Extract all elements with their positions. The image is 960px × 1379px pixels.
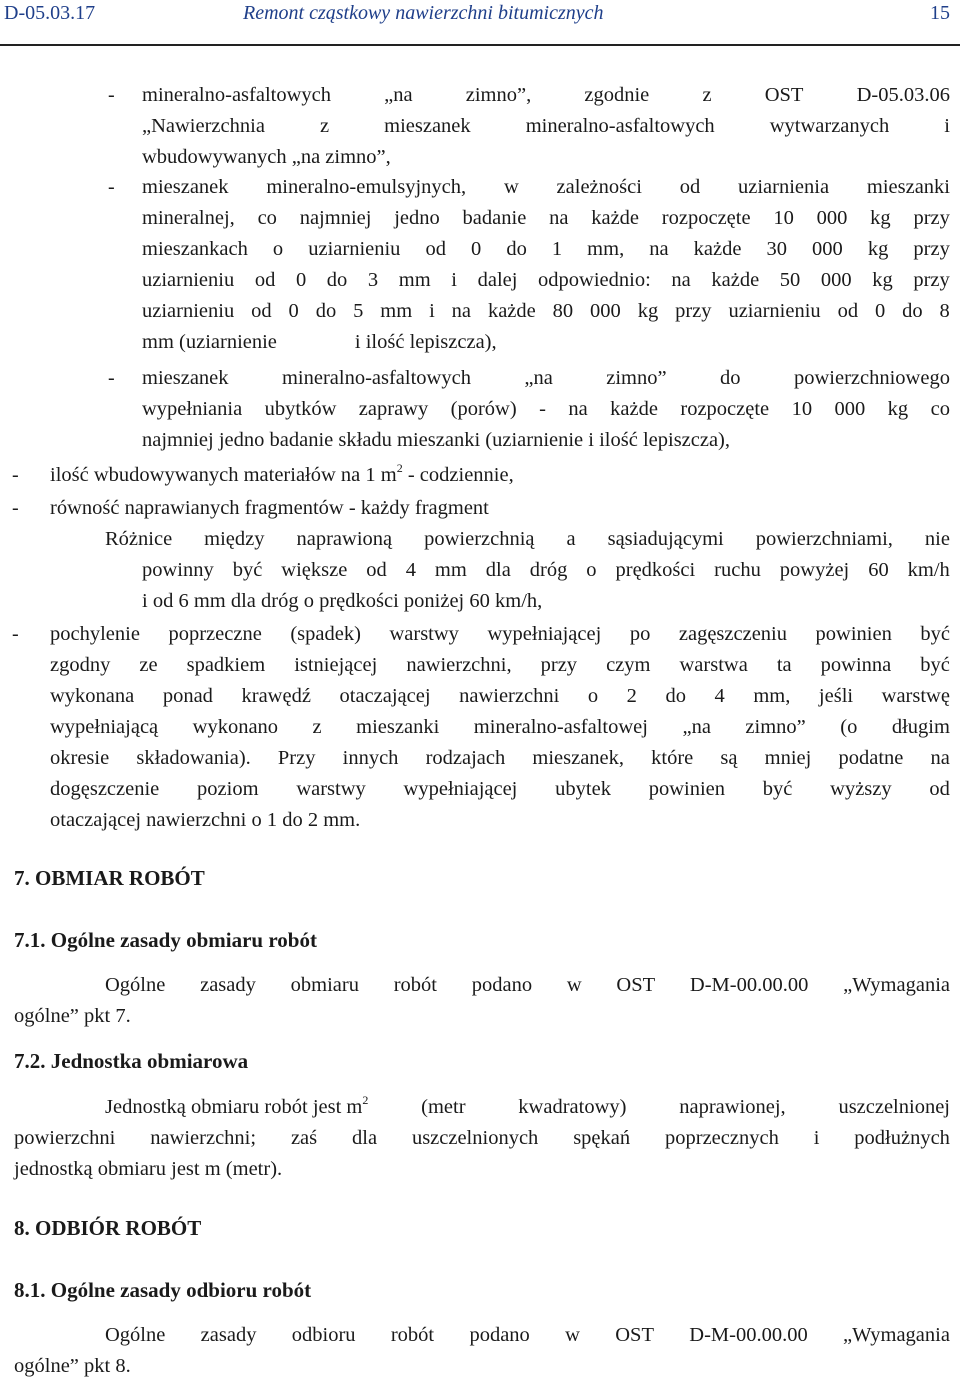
word: pochylenie xyxy=(50,623,140,645)
word: 30 xyxy=(766,238,787,260)
word: z xyxy=(319,115,330,137)
word: D-M-00.00.00 xyxy=(689,974,809,996)
list-item-line: wbudowywanych „na zimno”, xyxy=(142,146,391,168)
word: okresie xyxy=(50,747,110,769)
word: ponad xyxy=(162,685,213,707)
word: ze xyxy=(139,654,158,676)
word: i xyxy=(813,1127,820,1149)
word: „Nawierzchnia xyxy=(142,115,265,137)
word: dla xyxy=(352,1127,378,1149)
word: przy xyxy=(913,207,950,229)
word: zimno” xyxy=(745,716,806,738)
word: zaś xyxy=(290,1127,318,1149)
list-item-line xyxy=(50,463,514,487)
word: powyżej xyxy=(779,559,850,581)
word: po xyxy=(629,623,651,645)
word: kwadratowy) xyxy=(518,1096,627,1118)
text-fragment: i ilość lepiszcza), xyxy=(354,331,497,353)
word: ta xyxy=(776,654,792,676)
word: nawierzchni, xyxy=(406,654,512,676)
word: 1 xyxy=(551,238,563,260)
word: wytwarzanych xyxy=(769,115,890,137)
word: mineralno-emulsyjnych, xyxy=(266,176,467,198)
word: mieszanki xyxy=(866,176,950,198)
word: mieszanek, xyxy=(532,747,625,769)
word: mm xyxy=(380,300,413,322)
word: są xyxy=(720,747,738,769)
list-item-line xyxy=(142,366,950,390)
text-fragment: ilość wbudowywanych materiałów na 1 m xyxy=(50,464,397,486)
word: kg xyxy=(637,300,659,322)
word: uziarnieniu xyxy=(142,300,235,322)
list-dash: - xyxy=(108,84,115,106)
word: powierzchnią xyxy=(424,528,535,550)
word: uszczelnionych xyxy=(411,1127,539,1149)
word: Ogólne xyxy=(105,1324,166,1346)
word: mineralno-asfaltowych xyxy=(525,115,715,137)
word: poprzecznych xyxy=(665,1127,779,1149)
word: wypełniania xyxy=(142,398,243,420)
page-number: 15 xyxy=(930,2,950,24)
word: (spadek) xyxy=(290,623,361,645)
list-item-line: otaczającej nawierzchni o 1 do 2 mm. xyxy=(50,809,361,831)
word: 0 xyxy=(874,300,886,322)
word: poprzeczne xyxy=(168,623,262,645)
word: na xyxy=(451,300,472,322)
word: czym xyxy=(606,654,651,676)
list-item-line xyxy=(50,746,950,770)
word: 80 xyxy=(552,300,574,322)
word: od xyxy=(929,778,950,800)
word: „Wymagania xyxy=(843,1324,950,1346)
word: D-M-00.00.00 xyxy=(689,1324,808,1346)
word: mieszanek xyxy=(384,115,471,137)
word: mieszanek xyxy=(142,176,229,198)
word: powierzchniowego xyxy=(793,367,950,389)
word: naprawionej, xyxy=(679,1096,786,1118)
word: każde xyxy=(487,300,536,322)
word: „na xyxy=(682,716,711,738)
word: być xyxy=(232,559,263,581)
word: mineralno-asfaltowych xyxy=(281,367,471,389)
word: powinien xyxy=(815,623,892,645)
word: od xyxy=(254,269,276,291)
word: wyższy xyxy=(830,778,892,800)
list-item-line: równość naprawianych fragmentów - każdy fragment xyxy=(50,497,489,519)
word: obmiaru xyxy=(290,974,359,996)
word: być xyxy=(920,654,950,676)
word: dla xyxy=(485,559,511,581)
word: kg xyxy=(870,207,891,229)
word: Różnice xyxy=(105,528,173,550)
word: ubytek xyxy=(555,778,611,800)
word: przy xyxy=(675,300,712,322)
paragraph-line xyxy=(14,1126,950,1150)
word: 000 xyxy=(834,398,866,420)
word: 2 xyxy=(626,685,637,707)
word: mineralno-asfaltowych xyxy=(142,84,331,106)
document-title: Remont cząstkowy nawierzchni bitumicznych xyxy=(243,2,604,24)
word: 8 xyxy=(939,300,950,322)
word: robót xyxy=(393,974,437,996)
word: 60 xyxy=(868,559,889,581)
text-fragment: Jednostką obmiaru robót jest m xyxy=(105,1096,363,1118)
word: 0 xyxy=(295,269,307,291)
text-fragment: mm (uziarnienie xyxy=(142,331,277,353)
word: 0 xyxy=(288,300,299,322)
word: nawierzchni xyxy=(459,685,560,707)
word: dogęszczenie xyxy=(50,778,160,800)
word: sąsiadującymi xyxy=(607,528,724,550)
word: najmniej xyxy=(299,207,372,229)
subsection-heading: 7.1. Ogólne zasady obmiaru robót xyxy=(14,928,317,952)
word: do xyxy=(506,238,527,260)
list-item-line: najmniej jedno badanie składu mieszanki (uziarnienie i ilość lepiszcza), xyxy=(142,429,731,451)
word: kg xyxy=(867,238,889,260)
word: warstwy xyxy=(389,623,459,645)
word: podatne xyxy=(838,747,904,769)
word: do xyxy=(665,685,686,707)
word: na xyxy=(671,269,691,291)
word: zasady xyxy=(200,1324,257,1346)
word: km/h xyxy=(907,559,950,581)
word: składowania). xyxy=(136,747,251,769)
word: nie xyxy=(924,528,950,550)
word: - xyxy=(539,398,546,420)
word: (o xyxy=(840,716,858,738)
word: Przy xyxy=(277,747,316,769)
word: istniejącej xyxy=(294,654,378,676)
paragraph-line: ogólne” pkt 8. xyxy=(14,1355,131,1377)
word: OST xyxy=(616,974,656,996)
list-item-line xyxy=(105,527,950,551)
word: każde xyxy=(711,269,760,291)
word: od xyxy=(366,559,387,581)
word: jedno xyxy=(394,207,440,229)
word: warstwę xyxy=(881,685,950,707)
word: co xyxy=(257,207,277,229)
word: długim xyxy=(891,716,950,738)
word: innych xyxy=(342,747,399,769)
word: jeśli xyxy=(818,685,854,707)
word: nawierzchni; xyxy=(150,1127,257,1149)
paragraph-line xyxy=(105,1323,950,1347)
word: mieszankach xyxy=(142,238,248,260)
word: zagęszczeniu xyxy=(678,623,787,645)
superscript: 2 xyxy=(362,1093,369,1107)
list-item-line xyxy=(50,622,950,646)
word: na xyxy=(568,398,588,420)
paragraph-line xyxy=(105,973,950,997)
word: rozpoczęte xyxy=(680,398,770,420)
list-dash: - xyxy=(108,367,115,389)
word: wypełniającej xyxy=(487,623,602,645)
word: spękań xyxy=(573,1127,631,1149)
word: podano xyxy=(469,1324,530,1346)
subsection-heading: 7.2. Jednostka obmiarowa xyxy=(14,1049,249,1073)
word: powierzchniami, xyxy=(755,528,893,550)
word: rozpoczęte xyxy=(661,207,751,229)
word: z xyxy=(702,84,712,106)
list-item-line xyxy=(142,83,950,107)
list-item-line: i od 6 mm dla dróg o prędkości poniżej 60 km/h, xyxy=(142,590,543,612)
word: być xyxy=(762,778,793,800)
word: 0 xyxy=(471,238,482,260)
word: między xyxy=(204,528,265,550)
word: krawędź xyxy=(241,685,311,707)
word: być xyxy=(920,623,950,645)
word: 000 xyxy=(816,207,848,229)
word: o xyxy=(587,685,599,707)
word: rodzajach xyxy=(425,747,506,769)
word: przy xyxy=(913,238,950,260)
word: 5 xyxy=(353,300,364,322)
word: 10 xyxy=(773,207,794,229)
word: zasady xyxy=(200,974,256,996)
word: podłużnych xyxy=(854,1127,950,1149)
word: zależności xyxy=(556,176,642,198)
subsection-heading: 8.1. Ogólne zasady odbioru robót xyxy=(14,1278,312,1302)
word: kg xyxy=(872,269,893,291)
paragraph-line xyxy=(105,1095,950,1119)
word: 4 xyxy=(405,559,416,581)
word: każde xyxy=(591,207,640,229)
word: ruchu xyxy=(714,559,761,581)
word: przy xyxy=(540,654,578,676)
list-item-line xyxy=(142,299,950,323)
word: „Wymagania xyxy=(843,974,950,996)
word: mineralno-asfaltowej xyxy=(473,716,648,738)
word: warstwa xyxy=(679,654,748,676)
word: OST xyxy=(764,84,804,106)
word: 000 xyxy=(590,300,621,322)
list-item-line xyxy=(142,206,950,230)
word: 4 xyxy=(714,685,725,707)
word: ubytków xyxy=(264,398,337,420)
word: w xyxy=(565,1324,580,1346)
word: prędkości xyxy=(615,559,696,581)
list-item-line xyxy=(142,558,950,582)
word: odbioru xyxy=(291,1324,356,1346)
word: i xyxy=(429,300,435,322)
word: wypełniającej xyxy=(403,778,518,800)
word: mm, xyxy=(587,238,625,260)
word: poziom xyxy=(197,778,259,800)
word: o xyxy=(272,238,284,260)
word: kg xyxy=(887,398,909,420)
word: uziarnieniu xyxy=(728,300,821,322)
word: a xyxy=(566,528,576,550)
word: zgodnie xyxy=(584,84,650,106)
word: i xyxy=(944,115,950,137)
word: dróg xyxy=(529,559,568,581)
word: badanie xyxy=(462,207,527,229)
word: „na xyxy=(524,367,553,389)
word: przy xyxy=(913,269,950,291)
word: warstwy xyxy=(296,778,366,800)
word: które xyxy=(651,747,694,769)
text-fragment: - codziennie, xyxy=(402,464,514,486)
word: mniej xyxy=(764,747,812,769)
word: od xyxy=(425,238,446,260)
text-fragment xyxy=(105,1095,368,1119)
word: i xyxy=(451,269,457,291)
word: na xyxy=(549,207,569,229)
word: z xyxy=(312,716,322,738)
paragraph-line: ogólne” pkt 7. xyxy=(14,1005,131,1027)
list-item-line xyxy=(142,175,950,199)
list-item-line xyxy=(142,397,950,421)
word: mieszanek xyxy=(142,367,229,389)
word: naprawioną xyxy=(296,528,393,550)
word: każde xyxy=(610,398,658,420)
paragraph-line: jednostką obmiaru jest m (metr). xyxy=(14,1158,283,1180)
word: wypełniającą xyxy=(50,716,159,738)
list-item-line xyxy=(142,114,950,138)
word: 50 xyxy=(779,269,801,291)
word: 3 xyxy=(367,269,379,291)
word: od xyxy=(679,176,701,198)
document-code: D-05.03.17 xyxy=(4,2,96,24)
list-item-line xyxy=(50,653,950,677)
word: każde xyxy=(693,238,742,260)
word: w xyxy=(566,974,582,996)
word: mm, xyxy=(753,685,791,707)
list-dash: - xyxy=(12,497,19,519)
word: mineralnej, xyxy=(142,207,235,229)
word: uziarnieniu xyxy=(308,238,401,260)
word: powinna xyxy=(820,654,892,676)
word: (metr xyxy=(421,1096,466,1118)
word: powierzchni xyxy=(14,1127,116,1149)
word: zgodny xyxy=(50,654,111,676)
word: dalej xyxy=(477,269,518,291)
word: robót xyxy=(390,1324,435,1346)
word: na xyxy=(930,747,950,769)
list-item-line xyxy=(142,268,950,292)
word: od xyxy=(251,300,272,322)
word: 000 xyxy=(820,269,852,291)
word: o xyxy=(586,559,597,581)
page-header xyxy=(0,0,960,46)
section-heading: 7. OBMIAR ROBÓT xyxy=(14,866,205,890)
list-dash: - xyxy=(12,623,19,645)
word: spadkiem xyxy=(186,654,266,676)
list-item-line xyxy=(142,330,497,354)
word: do xyxy=(326,269,348,291)
word: uszczelnionej xyxy=(838,1096,950,1118)
word: do xyxy=(902,300,923,322)
word: na xyxy=(649,238,669,260)
section-heading: 8. ODBIÓR ROBÓT xyxy=(14,1216,202,1240)
word: uziarnieniu xyxy=(142,269,235,291)
word: (porów) xyxy=(450,398,517,420)
word: „na xyxy=(384,84,413,106)
word: podano xyxy=(471,974,533,996)
word: 000 xyxy=(812,238,843,260)
word: Ogólne xyxy=(105,974,166,996)
word: zaprawy xyxy=(358,398,429,420)
list-dash: - xyxy=(12,464,19,486)
list-item-line xyxy=(50,684,950,708)
word: mieszanki xyxy=(356,716,440,738)
word: wykonano xyxy=(192,716,279,738)
word: OST xyxy=(615,1324,654,1346)
word: otaczającej xyxy=(339,685,431,707)
word: mm xyxy=(434,559,467,581)
superscript: 2 xyxy=(396,461,403,475)
word: uziarnienia xyxy=(738,176,830,198)
word: w xyxy=(503,176,519,198)
list-dash: - xyxy=(108,176,115,198)
word: zimno” xyxy=(606,367,667,389)
word: większe xyxy=(281,559,348,581)
list-item-line xyxy=(50,715,950,739)
word: co xyxy=(930,398,950,420)
word: do xyxy=(720,367,741,389)
list-item-line xyxy=(50,777,950,801)
word: zimno”, xyxy=(465,84,532,106)
list-item-line xyxy=(142,237,950,261)
word: do xyxy=(315,300,337,322)
word: mm xyxy=(398,269,431,291)
word: powinny xyxy=(142,559,214,581)
word: D-05.03.06 xyxy=(856,84,950,106)
word: powinien xyxy=(648,778,726,800)
word: odpowiednio: xyxy=(538,269,651,291)
word: od xyxy=(837,300,859,322)
word: 10 xyxy=(791,398,813,420)
word: wykonana xyxy=(50,685,135,707)
